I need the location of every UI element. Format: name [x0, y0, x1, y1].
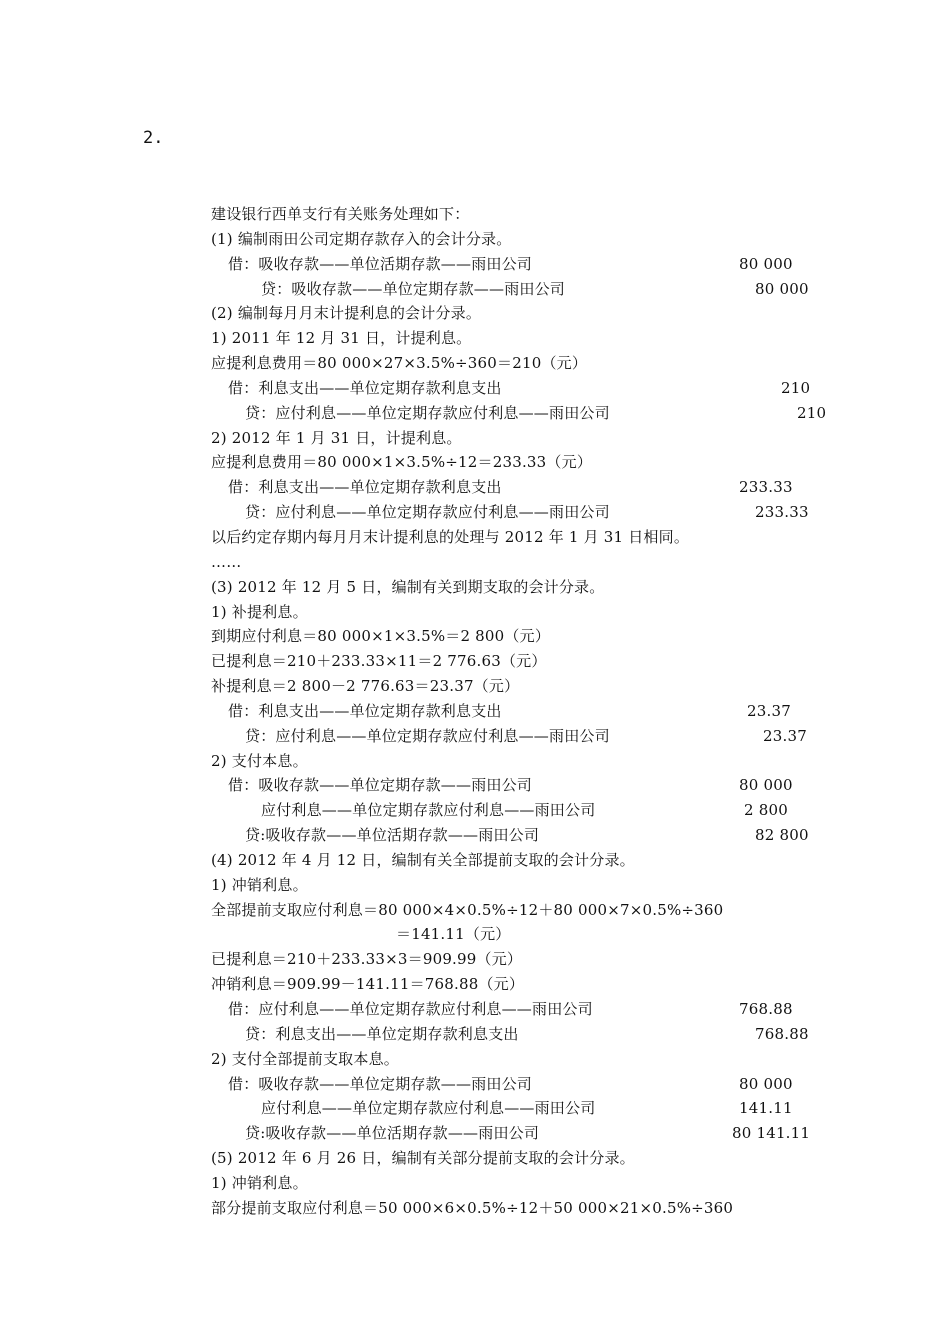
document-line	[211, 401, 827, 426]
line-text: 借：吸收存款——单位定期存款——雨田公司	[228, 776, 533, 795]
entry-amount: 80 141.11	[732, 1124, 811, 1143]
document-line	[211, 674, 811, 699]
document-line	[211, 450, 811, 475]
line-text: 2) 支付本息。	[211, 751, 308, 770]
line-text: 2) 支付全部提前支取本息。	[211, 1049, 399, 1068]
line-text: 应提利息费用＝80 000×1×3.5%÷12＝233.33（元）	[211, 453, 593, 472]
entry-amount: 23.37	[763, 726, 807, 745]
entry-amount: 80 000	[755, 279, 809, 298]
line-text: 贷：应付利息——单位定期存款应付利息——雨田公司	[245, 503, 610, 522]
document-line	[211, 922, 811, 947]
entry-amount: 80 000	[739, 776, 793, 795]
document-line	[211, 426, 811, 451]
line-text: 冲销利息＝909.99－141.11＝768.88（元）	[211, 975, 525, 994]
document-line	[211, 550, 811, 575]
accounting-entries-document	[211, 202, 827, 1221]
document-line	[211, 823, 811, 848]
entry-amount: 768.88	[755, 1024, 809, 1043]
document-line	[211, 475, 811, 500]
entry-amount: 2 800	[744, 801, 788, 820]
document-line	[211, 1096, 811, 1121]
document-line	[211, 202, 811, 227]
line-text: ＝141.11（元）	[396, 925, 511, 944]
line-text: 1) 补提利息。	[211, 602, 308, 621]
entry-amount: 233.33	[739, 478, 793, 497]
document-line	[211, 1072, 811, 1097]
document-line	[211, 301, 811, 326]
line-text: 贷:吸收存款——单位活期存款——雨田公司	[245, 826, 540, 845]
document-line	[211, 351, 811, 376]
entry-amount: 768.88	[739, 1000, 793, 1018]
line-text: (2) 编制每月月末计提利息的会计分录。	[211, 304, 482, 323]
line-text: 借：吸收存款——单位活期存款——雨田公司	[228, 254, 533, 273]
entry-amount: 233.33	[755, 503, 809, 522]
document-line	[211, 575, 811, 600]
document-line	[211, 600, 811, 625]
line-text: 借：吸收存款——单位定期存款——雨田公司	[228, 1074, 533, 1093]
document-line	[211, 624, 811, 649]
document-line	[211, 326, 811, 351]
document-line	[211, 997, 811, 1022]
line-text: 借：利息支出——单位定期存款利息支出	[228, 378, 502, 397]
document-line	[211, 252, 811, 277]
line-text: 以后约定存期内每月月末计提利息的处理与 2012 年 1 月 31 日相同。	[211, 527, 690, 546]
entry-amount: 80 000	[739, 1074, 793, 1093]
document-line	[211, 525, 811, 550]
document-line	[211, 500, 811, 525]
document-line	[211, 1171, 811, 1196]
document-line	[211, 1121, 811, 1146]
line-text: 全部提前支取应付利息＝80 000×4×0.5%÷12＋80 000×7×0.5%÷360	[211, 900, 724, 919]
document-line	[211, 873, 811, 898]
line-text: 贷：利息支出——单位定期存款利息支出	[245, 1024, 519, 1043]
document-line	[211, 724, 811, 749]
document-line	[211, 1022, 811, 1047]
line-text: (3) 2012 年 12 月 5 日，编制有关到期支取的会计分录。	[211, 577, 605, 596]
document-line	[211, 376, 811, 401]
line-text: 1) 2011 年 12 月 31 日，计提利息。	[211, 329, 472, 348]
document-line	[211, 798, 811, 823]
line-text: 借：应付利息——单位定期存款应付利息——雨田公司	[228, 1000, 593, 1018]
line-text: 贷：吸收存款——单位定期存款——雨田公司	[261, 279, 566, 298]
line-text: 到期应付利息＝80 000×1×3.5%＝2 800（元）	[211, 627, 551, 646]
line-text: 补提利息＝2 800－2 776.63＝23.37（元）	[211, 677, 520, 696]
line-text: 应付利息——单位定期存款应付利息——雨田公司	[261, 801, 596, 820]
section-number: 2.	[143, 128, 164, 148]
line-text: 借：利息支出——单位定期存款利息支出	[228, 478, 502, 497]
document-line	[211, 699, 811, 724]
document-line	[211, 898, 811, 923]
document-line	[211, 649, 811, 674]
line-text: 已提利息＝210＋233.33×11＝2 776.63（元）	[211, 652, 547, 671]
line-text: 1) 冲销利息。	[211, 875, 308, 894]
document-line	[211, 1196, 811, 1221]
line-text: 应提利息费用＝80 000×27×3.5%÷360＝210（元）	[211, 354, 588, 373]
entry-amount: 82 800	[755, 826, 809, 845]
line-text: 建设银行西单支行有关账务处理如下：	[211, 205, 470, 223]
entry-amount: 141.11	[739, 1099, 793, 1118]
line-text: (1) 编制雨田公司定期存款存入的会计分录。	[211, 229, 512, 248]
line-text: 借：利息支出——单位定期存款利息支出	[228, 701, 502, 720]
line-text: (4) 2012 年 4 月 12 日，编制有关全部提前支取的会计分录。	[211, 850, 635, 869]
line-text: 已提利息＝210＋233.33×3＝909.99（元）	[211, 950, 523, 969]
line-text: 1) 冲销利息。	[211, 1173, 308, 1192]
document-line	[211, 227, 811, 252]
line-text: 贷：应付利息——单位定期存款应付利息——雨田公司	[245, 403, 610, 422]
document-line	[211, 1146, 811, 1171]
line-text: 应付利息——单位定期存款应付利息——雨田公司	[261, 1099, 596, 1118]
document-line	[211, 947, 811, 972]
line-text: 部分提前支取应付利息＝50 000×6×0.5%÷12＋50 000×21×0.5%÷360	[211, 1198, 734, 1217]
document-line	[211, 749, 811, 774]
line-text: (5) 2012 年 6 月 26 日，编制有关部分提前支取的会计分录。	[211, 1149, 635, 1168]
document-line	[211, 773, 811, 798]
line-text: 贷：应付利息——单位定期存款应付利息——雨田公司	[245, 726, 610, 745]
entry-amount: 210	[797, 403, 827, 422]
entry-amount: 80 000	[739, 254, 793, 273]
line-text: 贷:吸收存款——单位活期存款——雨田公司	[245, 1124, 540, 1143]
document-line	[211, 972, 811, 997]
entry-amount: 210	[781, 378, 811, 397]
line-text: ……	[211, 552, 242, 571]
document-line	[211, 1047, 811, 1072]
document-line	[211, 277, 811, 302]
document-line	[211, 848, 811, 873]
entry-amount: 23.37	[747, 701, 791, 720]
line-text: 2) 2012 年 1 月 31 日，计提利息。	[211, 428, 462, 447]
